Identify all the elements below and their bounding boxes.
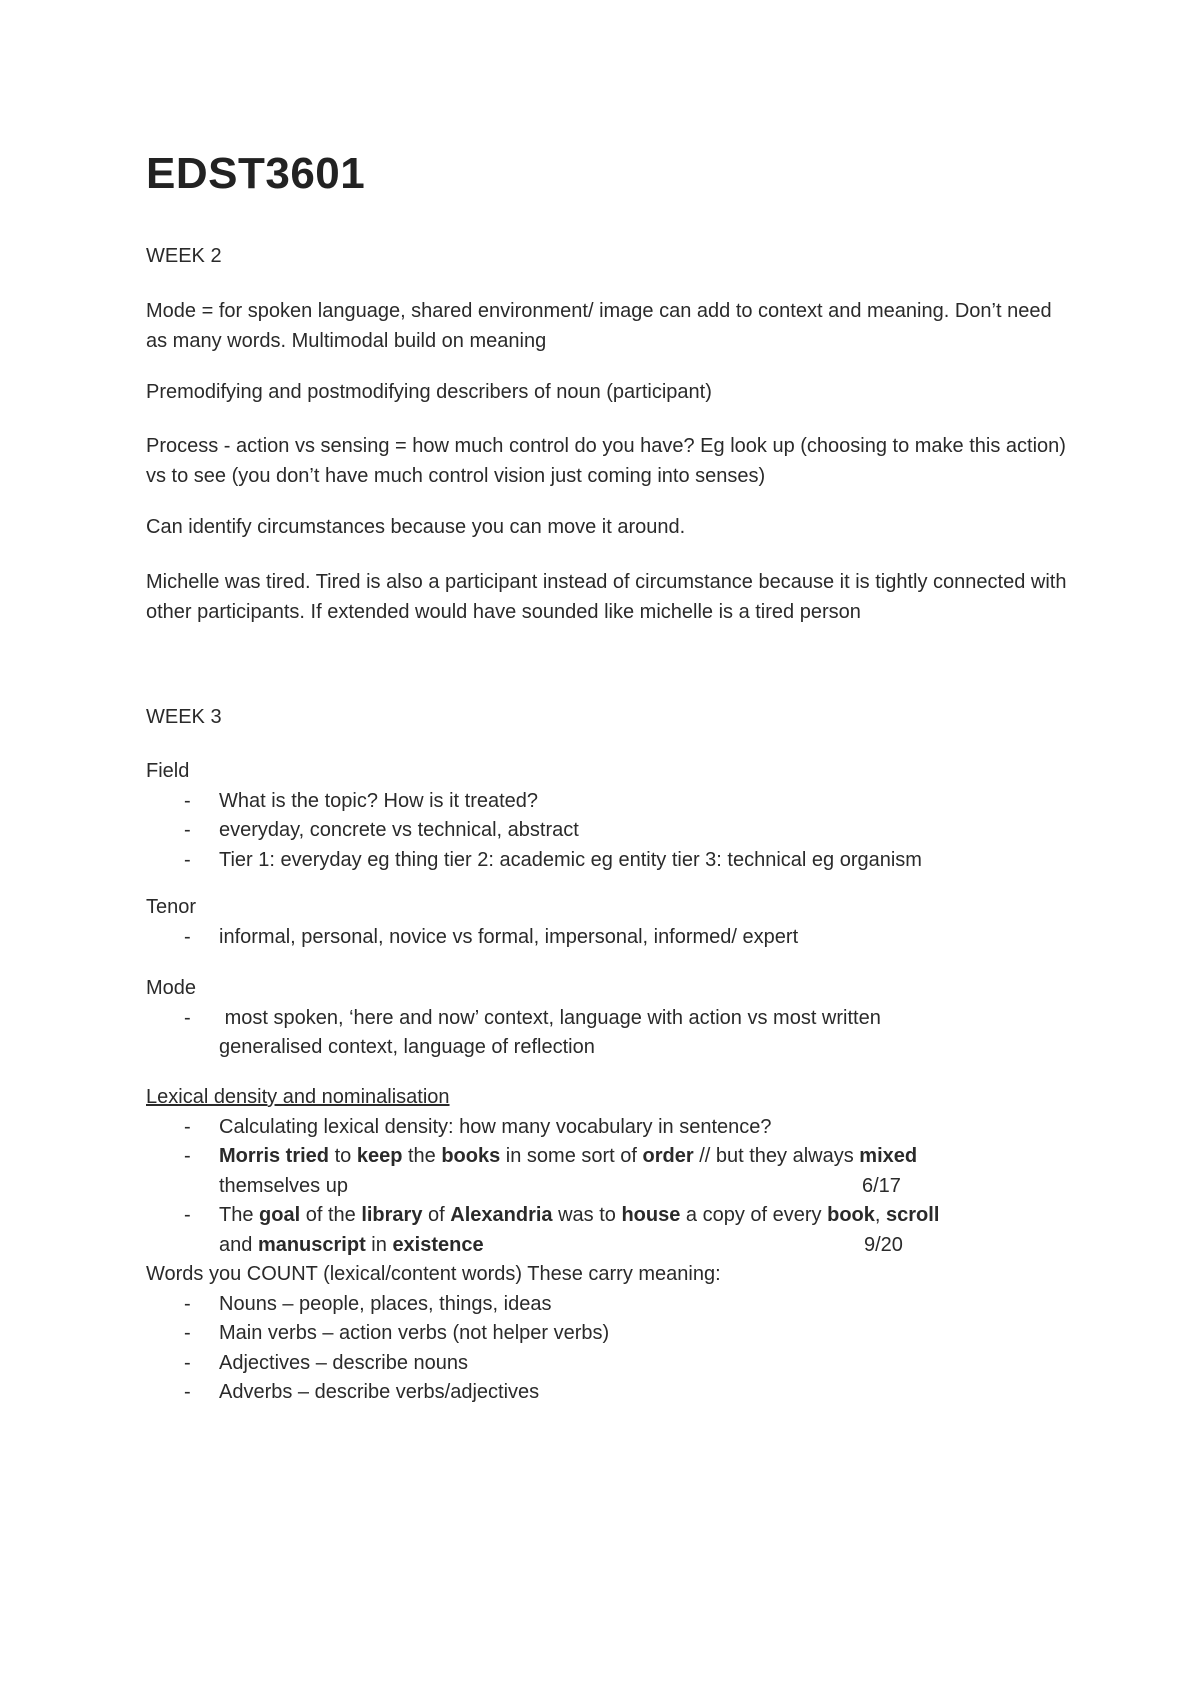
list-item: - What is the topic? How is it treated? [146, 787, 1076, 817]
week2-premod-paragraph: Premodifying and postmodifying describers of noun (participant) [146, 381, 712, 403]
week2-circumstance-paragraph: Can identify circumstances because you can move it around. [146, 516, 686, 538]
bullet-dash-icon: - [184, 1145, 191, 1167]
lexical-heading: Lexical density and nominalisation [146, 1086, 450, 1108]
bullet-dash-icon: - [184, 848, 191, 871]
lexical-section [146, 1083, 1076, 1408]
week2-michelle-block [146, 568, 1076, 627]
week2-process-paragraph: Process - action vs sensing = how much control do you have? Eg look up (choosing to make this action) vs to see (you don’t have much control vision just coming into senses) [146, 435, 1066, 487]
lexical-density-score: 9/20 [864, 1233, 903, 1256]
example-sentence-2: - The goal of the library of Alexandria was to house a copy of every book, scroll and manuscript in existence 9/20 [146, 1201, 1076, 1260]
list-item: - Calculating lexical density: how many vocabulary in sentence? [146, 1113, 1076, 1143]
list-item: - most spoken, ‘here and now’ context, language with action vs most written generalised context, language of reflection [146, 1004, 1076, 1063]
week2-circumstance-block [146, 513, 1076, 543]
week3-heading: WEEK 3 [146, 706, 222, 728]
bullet-dash-icon: - [184, 1204, 191, 1226]
count-intro: Words you COUNT (lexical/content words) These carry meaning: [146, 1263, 721, 1285]
bullet-dash-icon: - [184, 1292, 191, 1315]
field-list [146, 787, 1076, 876]
week2-heading: WEEK 2 [146, 245, 222, 267]
week2-mode-paragraph: Mode = for spoken language, shared environment/ image can add to context and meaning. Don’t need as many words. Multimodal build on meaning [146, 300, 1052, 352]
bullet-dash-icon: - [184, 789, 191, 812]
list-item: - Adverbs – describe verbs/adjectives [146, 1378, 1076, 1408]
lexical-density-score: 6/17 [862, 1174, 901, 1197]
list-item: - Adjectives – describe nouns [146, 1349, 1076, 1379]
bullet-dash-icon: - [184, 1322, 191, 1344]
mode-label: Mode [146, 977, 197, 999]
tenor-list [146, 923, 1076, 953]
bullet-dash-icon: - [184, 925, 191, 948]
week3-heading-block [146, 703, 1076, 733]
field-section [146, 757, 1076, 875]
bullet-dash-icon: - [184, 1115, 191, 1138]
list-item: - Main verbs – action verbs (not helper verbs) [146, 1319, 1076, 1349]
document-title: EDST3601 [146, 149, 366, 198]
tenor-label: Tenor [146, 896, 197, 918]
field-label: Field [146, 760, 190, 782]
week2-heading-block [146, 242, 1076, 272]
mode-section [146, 974, 1076, 1063]
list-item: - everyday, concrete vs technical, abstract [146, 816, 1076, 846]
count-list [146, 1290, 1076, 1408]
bullet-dash-icon: - [184, 1351, 191, 1374]
example-sentence-1: - Morris tried to keep the books in some sort of order // but they always mixed themselves up 6/17 [146, 1142, 1076, 1201]
bullet-dash-icon: - [184, 1006, 191, 1029]
list-item: - Nouns – people, places, things, ideas [146, 1290, 1076, 1320]
week2-mode-block [146, 297, 1076, 356]
lexical-list [146, 1113, 1076, 1261]
list-item: - informal, personal, novice vs formal, impersonal, informed/ expert [146, 923, 1076, 953]
week2-michelle-paragraph: Michelle was tired. Tired is also a participant instead of circumstance because it is tightly connected with other participants. If extended would have sounded like michelle is a tired person [146, 571, 1067, 623]
mode-list [146, 1004, 1076, 1063]
bullet-dash-icon: - [184, 819, 191, 841]
week2-premod-block [146, 378, 1076, 408]
list-item: - Tier 1: everyday eg thing tier 2: academic eg entity tier 3: technical eg organism [146, 846, 1076, 876]
bullet-dash-icon: - [184, 1381, 191, 1403]
tenor-section [146, 893, 1076, 952]
week2-process-block [146, 432, 1076, 491]
